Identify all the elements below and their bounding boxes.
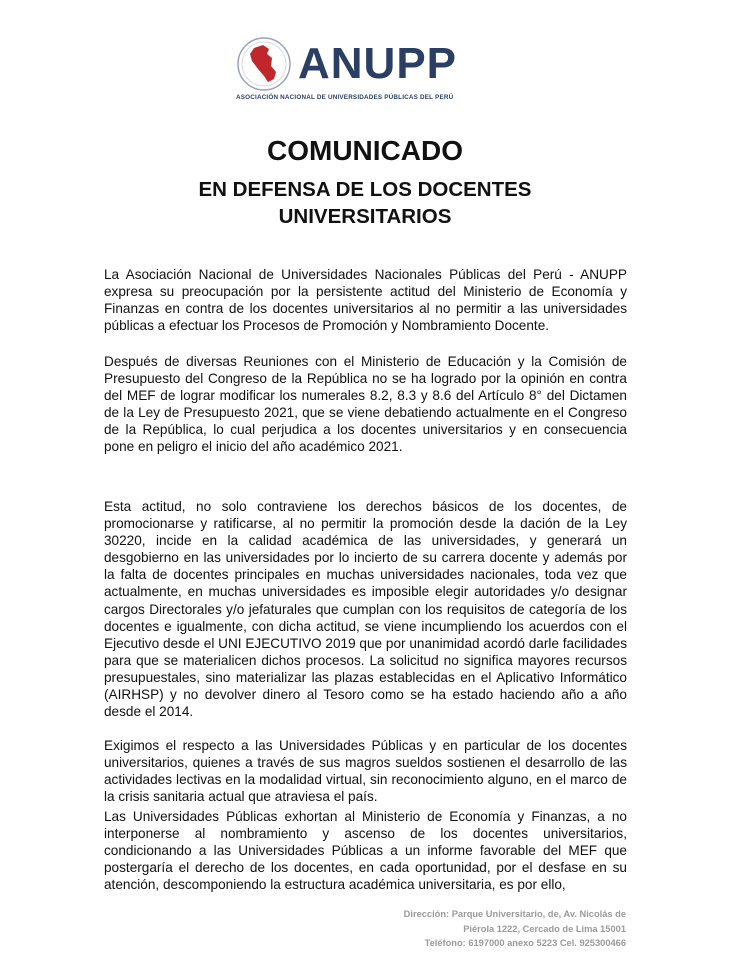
logo-subtitle: ASOCIACIÓN NACIONAL DE UNIVERSIDADES PÚBLICAS DEL PERÚ (236, 94, 454, 101)
footer-address-line: Piérola 1222, Cercado de Lima 15001 (463, 923, 626, 934)
paragraph: Exigimos el respecto a las Universidades Públicas y en particular de los docentes universitarios, quienes a través de sus magros sueldos sostienen el desarrollo de las actividades lectivas en la modalidad virtual, sin reconocimiento alguno, en el marco de la crisis sanitaria actual que atraviesa el país. (104, 738, 627, 805)
footer-phone-line: Teléfono: 6197000 anexo 5223 Cel. 925300466 (424, 938, 626, 948)
paragraph: La Asociación Nacional de Universidades Nacionales Públicas del Perú - ANUPP expresa su preocupación por la persistente actitud del Ministerio de Economía y Finanzas en contra de los docentes universitarios al no permitir a las universidades públicas a efectuar los Procesos de Promoción y Nombramiento Docente. (104, 267, 627, 334)
paragraph: Después de diversas Reuniones con el Ministerio de Educación y la Comisión de Presupuesto del Congreso de la República no se ha logrado por la opinión en contra del MEF de lograr modificar los numerales 8.2, 8.3 y 8.6 del Artículo 8° del Dictamen de la Ley de Presupuesto 2021, que se viene debatiendo actualmente en el Congreso de la República, lo cual perjudica a los docentes universitarios y en consecuencia pone en peligro el inicio del año académico 2021. (104, 354, 627, 455)
peru-map-icon (236, 36, 292, 92)
paragraph: Las Universidades Públicas exhortan al Ministerio de Economía y Finanzas, a no interponerse al nombramiento y ascenso de los docentes universitarios, condicionando a las Universidades Públicas a un informe favorable del MEF que postergaría el derecho de los docentes, en cada oportunidad, por el desfase en su atención, descomponiendo la estructura académica universitaria, es por ello, (104, 809, 627, 893)
document-subtitle: EN DEFENSA DE LOS DOCENTES UNIVERSITARIOS (198, 178, 532, 228)
anupp-logo (236, 36, 496, 106)
footer-address-line: Dirección: Parque Universitario, de, Av. Nicolás de (403, 909, 626, 919)
document-title: COMUNICADO (267, 135, 463, 166)
logo-name: ANUPP (298, 39, 458, 88)
footer-contact (326, 907, 626, 951)
paragraph: Esta actitud, no solo contraviene los derechos básicos de los docentes, de promocionarse y ratificarse, al no permitir la promoción desde la dación de la Ley 30220, incide en la calidad académica de las universidades, y generará un desgobierno en las universidades por lo incierto de su carrera docente y además por la falta de docentes principales en muchas universidades nacionales, toda vez que actualmente, en muchas universidades es imposible elegir autoridades y/o designar cargos Directorales y/o jefaturales que cumplan con los requisitos de categoría de los docentes e igualmente, con dicha actitud, se viene incumpliendo los acuerdos con el Ejecutivo desde el UNI EJECUTIVO 2019 que por unanimidad acordó darle facilidades para que se materialicen dichos procesos. La solicitud no significa mayores recursos presupuestales, sino materializar las plazas establecidas en el Aplicativo Informático (AIRHSP) y no devolver dinero al Tesoro como se ha estado haciendo año a año desde el 2014. (104, 499, 627, 720)
